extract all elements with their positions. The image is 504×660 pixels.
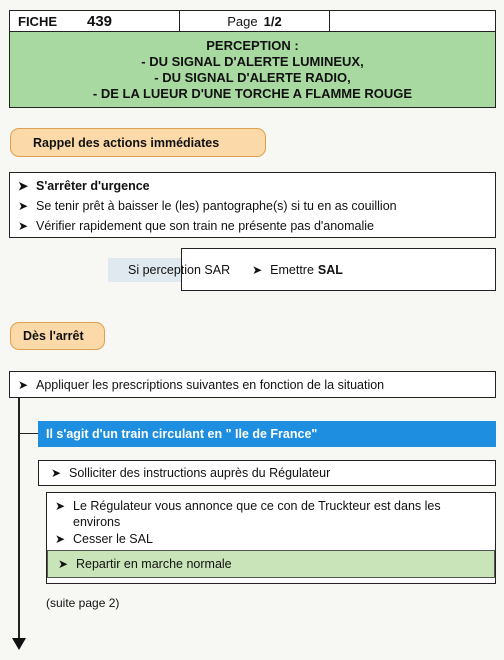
- item-pantograph-text: Se tenir prêt à baisser le (les) pantographe(s) si tu en as couillion: [36, 199, 397, 213]
- apply-box: [9, 371, 496, 398]
- page-label: Page: [227, 13, 258, 29]
- title-line-4: - DE LA LUEUR D'UNE TORCHE A FLAMME ROUGE: [92, 85, 413, 101]
- fiche-cell: [10, 11, 180, 31]
- arrow-right-icon: ➤: [252, 262, 263, 277]
- item-stop-text: S'arrêter d'urgence: [36, 179, 150, 193]
- fiche-number: 439: [87, 12, 113, 30]
- regulateur-line-2: environs: [73, 515, 121, 529]
- arrow-right-icon: ➤: [18, 199, 29, 213]
- apply-text: Appliquer les prescriptions suivantes en fonction de la situation: [36, 377, 385, 392]
- flow-vertical-line: [18, 398, 20, 641]
- arrow-right-icon: ➤: [55, 499, 66, 513]
- arrow-right-icon: ➤: [18, 377, 29, 392]
- section-after-stop-label: [10, 322, 105, 350]
- solliciter-box: [38, 460, 496, 486]
- regulateur-text: [73, 498, 441, 530]
- immediate-actions-box: [9, 172, 496, 238]
- list-item: [55, 498, 487, 530]
- page-cell: [180, 11, 330, 31]
- item-verify-text: Vérifier rapidement que son train ne présente pas d'anomalie: [36, 219, 375, 233]
- title-line-1: PERCEPTION :: [206, 37, 299, 53]
- arrow-right-icon: ➤: [58, 557, 69, 571]
- fiche-label: FICHE: [18, 13, 57, 29]
- case-label-text: Il s'agit d'un train circulant en " Ile de France": [46, 427, 318, 441]
- section-immediate-actions-text: Rappel des actions immédiates: [33, 135, 220, 150]
- title-line-3: - DU SIGNAL D'ALERTE RADIO,: [154, 69, 351, 85]
- section-immediate-actions-label: [10, 128, 266, 157]
- cesser-text: Cesser le SAL: [73, 532, 153, 546]
- repartir-text: Repartir en marche normale: [76, 557, 232, 571]
- list-item: [18, 218, 487, 234]
- title-line-2: - DU SIGNAL D'ALERTE LUMINEUX,: [141, 53, 364, 69]
- connector-line: [19, 433, 38, 434]
- arrow-right-icon: ➤: [51, 466, 62, 480]
- empty-cell: [330, 11, 495, 31]
- sar-action: [252, 263, 343, 277]
- sar-action-prefix: Emettre: [270, 262, 314, 277]
- list-item: [55, 531, 487, 547]
- page-value: 1/2: [263, 13, 282, 29]
- case-ile-de-france-bar: [38, 421, 496, 447]
- document-title: [9, 32, 496, 108]
- continued-note: (suite page 2): [46, 596, 120, 610]
- regulateur-line-1: Le Régulateur vous annonce que ce con de Truckteur est dans les: [73, 499, 441, 513]
- sar-action-bold: SAL: [317, 262, 343, 277]
- list-item: [18, 198, 487, 214]
- list-item: [51, 465, 330, 481]
- section-after-stop-text: Dès l'arrêt: [23, 329, 84, 343]
- header-row: [9, 10, 496, 32]
- repartir-box: [47, 550, 495, 578]
- arrow-right-icon: ➤: [55, 532, 66, 546]
- solliciter-text: Solliciter des instructions auprès du Régulateur: [69, 466, 331, 480]
- sar-condition-text: Si perception SAR: [128, 262, 231, 277]
- arrow-right-icon: ➤: [18, 219, 29, 233]
- list-item: [18, 178, 487, 194]
- list-item: [18, 377, 384, 393]
- sar-box: [128, 248, 496, 291]
- arrow-right-icon: ➤: [18, 179, 29, 193]
- arrow-down-icon: [12, 638, 26, 652]
